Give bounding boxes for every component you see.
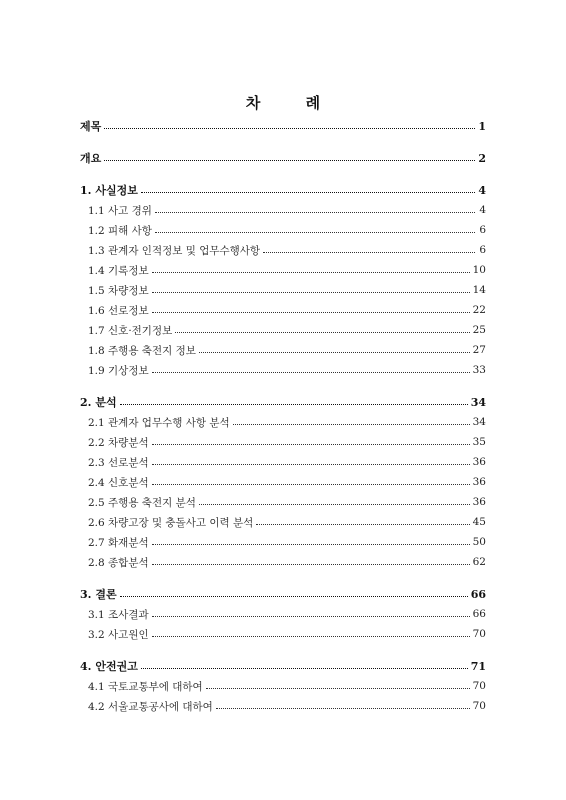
toc-page-number: 2 (478, 151, 486, 165)
toc-section-entry (80, 584, 486, 604)
toc-section-entry (80, 116, 486, 136)
toc-entry-label: 제목 (80, 120, 102, 133)
toc-entry-label: 1. 사실정보 (80, 184, 138, 197)
toc-entry-label: 2.3 선로분석 (88, 456, 149, 469)
toc-entry-label: 1.2 피해 사항 (88, 224, 152, 237)
toc-page-number: 50 (472, 536, 486, 548)
toc-page-number: 6 (479, 244, 486, 256)
toc-entry-label: 2.7 화재분석 (88, 536, 149, 549)
toc-page-number: 22 (472, 304, 486, 316)
toc-subsection-entry (80, 320, 486, 340)
toc-page-number: 25 (472, 324, 486, 336)
dot-leader (120, 596, 468, 597)
toc-entry-label: 4.2 서울교통공사에 대하여 (88, 700, 213, 713)
dot-leader (216, 708, 470, 709)
toc-subsection-entry (80, 552, 486, 572)
toc-entry-label: 2.8 종합분석 (88, 556, 149, 569)
dot-leader (152, 292, 470, 293)
dot-leader (141, 192, 475, 193)
toc-entry-label: 2.1 관계자 업무수행 사항 분석 (88, 416, 230, 429)
toc-entry-label: 2.4 신호분석 (88, 476, 149, 489)
toc-page-number: 70 (472, 628, 486, 640)
dot-leader (263, 252, 475, 253)
toc-page-number: 4 (478, 183, 486, 197)
toc-subsection-entry (80, 360, 486, 380)
toc-subsection-entry (80, 676, 486, 696)
dot-leader (141, 668, 468, 669)
dot-leader (104, 128, 475, 129)
dot-leader (155, 212, 475, 213)
toc-entry-label: 1.9 기상정보 (88, 364, 149, 377)
toc-entry-label: 3.2 사고원인 (88, 628, 149, 641)
toc-subsection-entry (80, 472, 486, 492)
toc-page-number: 36 (472, 456, 486, 468)
toc-entry-label: 개요 (80, 152, 102, 165)
toc-section-entry (80, 148, 486, 168)
dot-leader (152, 464, 470, 465)
dot-leader (152, 484, 470, 485)
toc-page-number: 62 (472, 556, 486, 568)
toc-page-number: 6 (479, 224, 486, 236)
toc-subsection-entry (80, 492, 486, 512)
toc-section-entry (80, 392, 486, 412)
toc-subsection-entry (80, 412, 486, 432)
dot-leader (256, 524, 469, 525)
toc-entry-label: 1.5 차량정보 (88, 284, 149, 297)
toc-entry-label: 4.1 국토교통부에 대하여 (88, 680, 203, 693)
toc-subsection-entry (80, 512, 486, 532)
toc-page-number: 70 (472, 680, 486, 692)
dot-leader (152, 312, 470, 313)
toc-subsection-entry (80, 432, 486, 452)
toc-entry-label: 3.1 조사결과 (88, 608, 149, 621)
toc-entry-label: 2.5 주행용 축전지 분석 (88, 496, 196, 509)
toc-section-entry (80, 656, 486, 676)
toc-page-number: 36 (472, 496, 486, 508)
toc-page-number: 35 (472, 436, 486, 448)
dot-leader (152, 372, 470, 373)
toc-page-number: 10 (472, 264, 486, 276)
toc-page-number: 34 (472, 416, 486, 428)
dot-leader (152, 444, 470, 445)
toc-entry-label: 1.1 사고 경위 (88, 204, 152, 217)
dot-leader (206, 688, 470, 689)
dot-leader (152, 272, 470, 273)
toc-subsection-entry (80, 696, 486, 716)
toc-subsection-entry (80, 300, 486, 320)
toc-page-number: 36 (472, 476, 486, 488)
dot-leader (199, 504, 470, 505)
dot-leader (152, 544, 470, 545)
toc-page-number: 4 (479, 204, 486, 216)
dot-leader (233, 424, 470, 425)
toc-entry-label: 1.3 관계자 인적정보 및 업무수행사항 (88, 244, 261, 257)
toc-entry-label: 2. 분석 (80, 396, 117, 409)
toc-page-number: 1 (478, 119, 486, 133)
toc-page-number: 70 (472, 700, 486, 712)
toc-subsection-entry (80, 624, 486, 644)
toc-entry-label: 1.8 주행용 축전지 정보 (88, 344, 196, 357)
toc-page-number: 66 (470, 587, 486, 601)
toc-subsection-entry (80, 340, 486, 360)
toc-page-number: 27 (472, 344, 486, 356)
toc-subsection-entry (80, 532, 486, 552)
dot-leader (199, 352, 470, 353)
toc-entry-label: 1.4 기록정보 (88, 264, 149, 277)
dot-leader (104, 160, 475, 161)
toc-page-number: 34 (470, 395, 486, 409)
toc-entry-label: 2.2 차량분석 (88, 436, 149, 449)
page-title: 차 례 (245, 94, 341, 112)
toc-entry-label: 3. 결론 (80, 588, 117, 601)
toc-subsection-entry (80, 220, 486, 240)
toc-subsection-entry (80, 280, 486, 300)
dot-leader (152, 564, 470, 565)
dot-leader (120, 404, 468, 405)
toc-page-number: 66 (472, 608, 486, 620)
toc-subsection-entry (80, 240, 486, 260)
toc-entry-label: 1.6 선로정보 (88, 304, 149, 317)
toc-entry-label: 4. 안전권고 (80, 660, 138, 673)
toc-subsection-entry (80, 200, 486, 220)
toc-page-number: 71 (470, 659, 486, 673)
toc-section-entry (80, 180, 486, 200)
dot-leader (152, 636, 470, 637)
toc-page-number: 14 (472, 284, 486, 296)
toc-page-number: 45 (472, 516, 486, 528)
toc-entry-label: 2.6 차량고장 및 충돌사고 이력 분석 (88, 516, 254, 529)
toc-page-number: 33 (472, 364, 486, 376)
dot-leader (155, 232, 475, 233)
table-of-contents (80, 116, 486, 716)
toc-subsection-entry (80, 452, 486, 472)
dot-leader (175, 332, 469, 333)
toc-subsection-entry (80, 604, 486, 624)
toc-entry-label: 1.7 신호·전기정보 (88, 324, 173, 337)
toc-subsection-entry (80, 260, 486, 280)
dot-leader (152, 616, 470, 617)
